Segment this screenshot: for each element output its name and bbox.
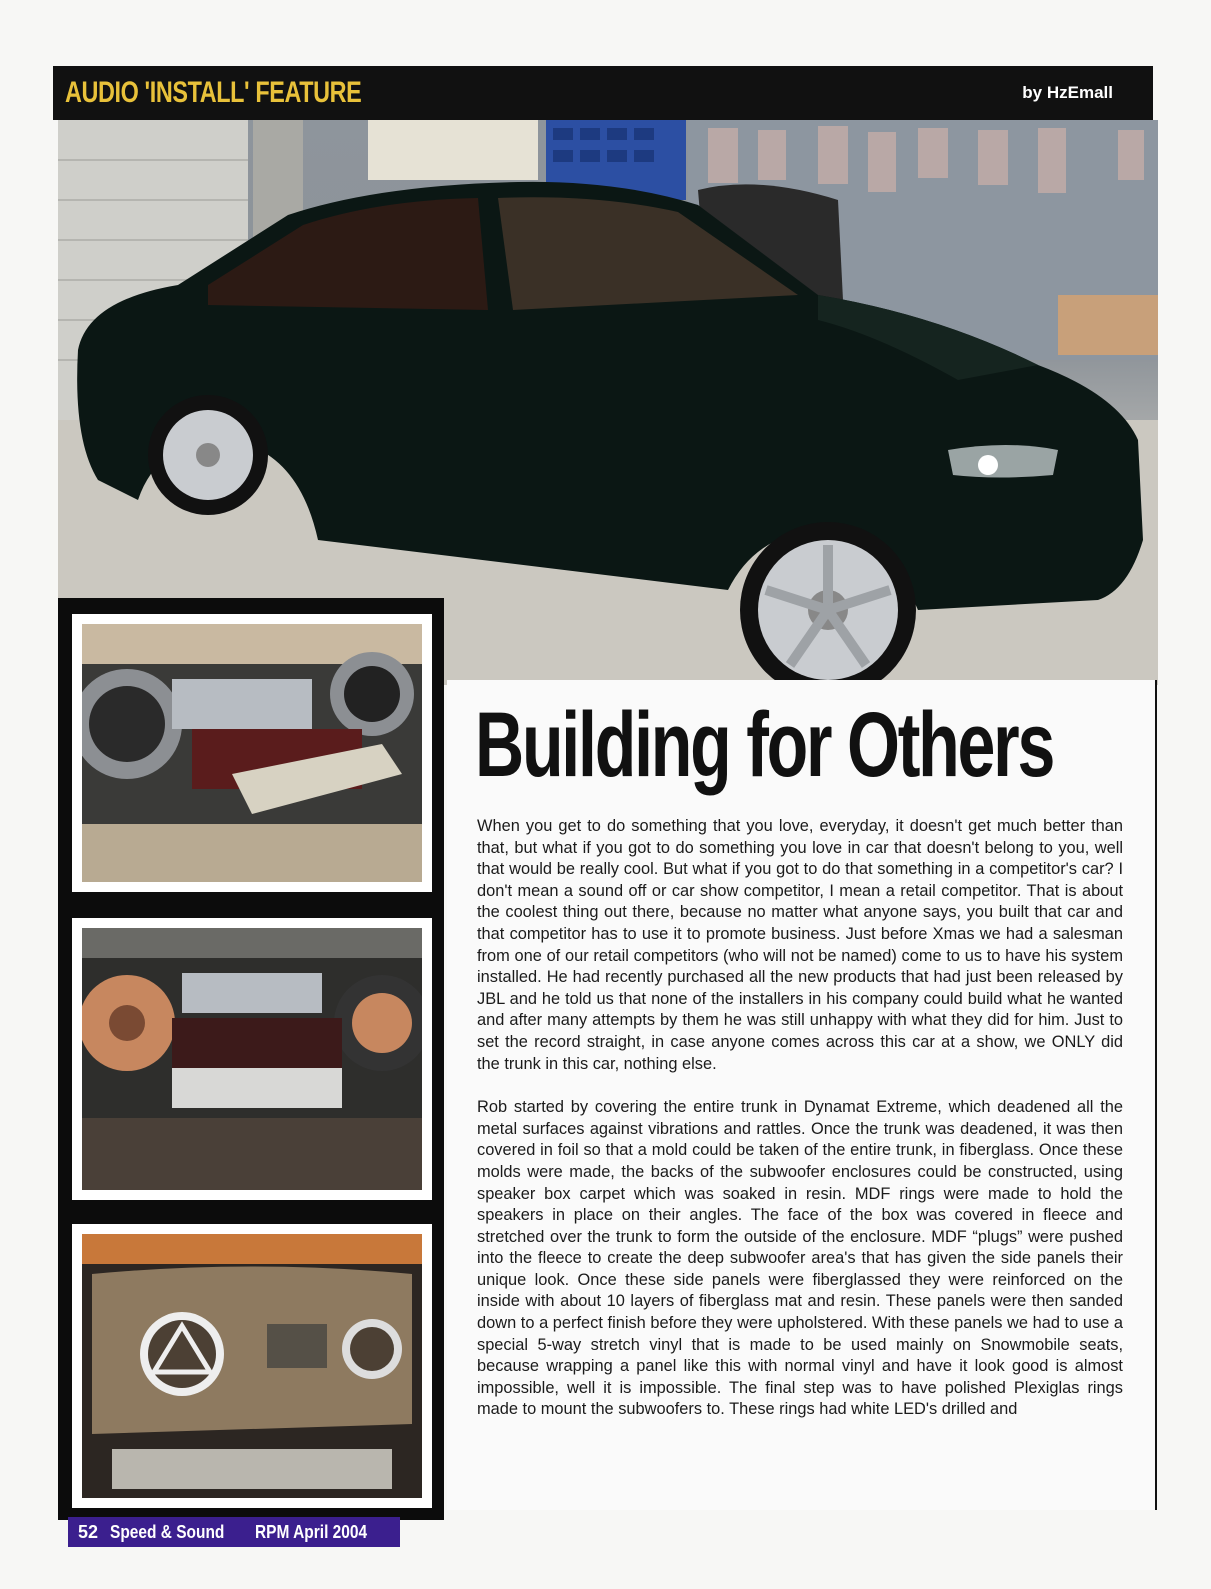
section-label: AUDIO 'INSTALL' FEATURE (65, 76, 362, 109)
trunk-photo-3 (72, 1224, 432, 1508)
trunk-photo-icon (82, 624, 422, 882)
issue-label: RPM April 2004 (255, 1521, 368, 1542)
article-paragraph: Rob started by covering the entire trunk in Dynamat Extreme, which deadened all the metal surfaces against vibrations and rattles. Once the trunk was deadened, it was then covered in foil so that a mold could be taken of the entire trunk, in fiberglass. Once these molds were made, the backs of the subwoofer enclosures could be constructed, using speaker box carpet which was soaked in resin. MDF rings were made to hold the speakers in place on their angles. The face of the box was covered in fleece and stretched over the trunk to form the outside of the enclosure. MDF “plugs” were pushed into the fleece to create the deep subwoofer area's that has given the side panels their unique look. Once these side panels were fiberglassed they were reinforced on the inside with about 10 layers of fiberglass mat and resin. These panels were then sanded down to a perfect finish before they were upholstered. With these panels we had to use a special 5-way stretch vinyl that is made to be used mainly on Snowmobile seats, because wrapping a panel like this with normal vinyl and have it look good is almost impossible, well it is impossible. The final step was to have polished Plexiglas rings made to mount the subwoofers to. These rings had white LED's drilled and (477, 1098, 1123, 1419)
publication-name: Speed & Sound (110, 1521, 225, 1542)
page-footer (68, 1517, 400, 1547)
photo-column (58, 598, 444, 1520)
article-title: Building for Others (475, 694, 1054, 796)
article-paragraph: When you get to do something that you love, everyday, it doesn't get much better than that, but what if you got to do something you love in car that doesn't belong to you, well that would be really cool. But what if you got to do that something in a competitor's car? I don't mean a sound off or car show competitor, I mean a retail competitor. That is about the coolest thing out there, because no matter what anyone says, you built that car and that competitor has to use it to promote business. Just before Xmas we had a salesman from one of our retail competitors (who will not be named) come to us to have his system installed. He had recently purchased all the new products that had just been released by JBL and he told us that none of the installers in his company could build what he wanted and after many attempts by them he was still unhappy with what they did for him. Just to set the record straight, in case anyone comes across this car at a show, we ONLY did the trunk in this car, nothing else. (477, 817, 1123, 1073)
trunk-photo-2 (72, 918, 432, 1200)
article-body (477, 816, 1123, 1443)
byline: by HzEmall (1022, 83, 1113, 102)
header-bar (53, 66, 1153, 120)
trunk-photo-1 (72, 614, 432, 892)
article (447, 680, 1157, 1510)
trunk-photo-icon (82, 1234, 422, 1498)
page-number: 52 (78, 1521, 99, 1542)
trunk-photo-icon (82, 928, 422, 1190)
